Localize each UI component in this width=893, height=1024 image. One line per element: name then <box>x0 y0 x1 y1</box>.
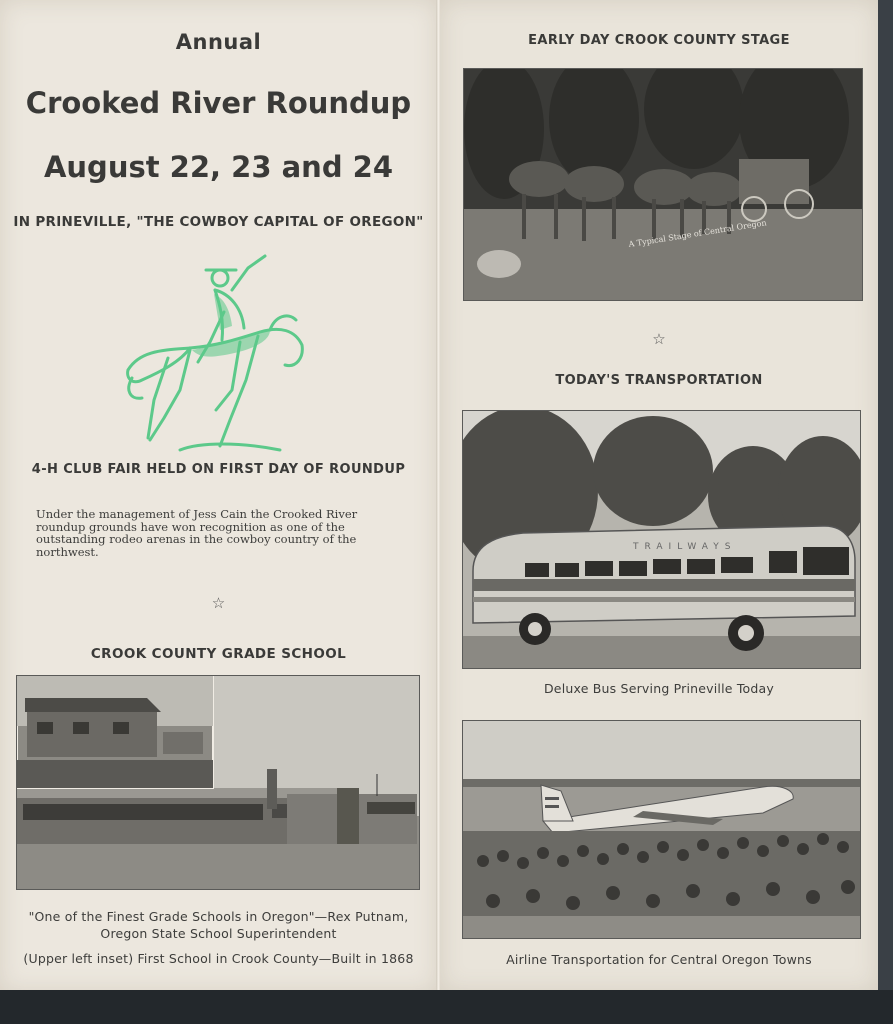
bus-photo <box>462 410 861 669</box>
grade-school-photo <box>16 675 420 890</box>
bronco-rider-icon <box>120 250 310 460</box>
background-edge-right <box>878 0 893 1024</box>
stagecoach-photo <box>463 68 863 301</box>
background-edge-bottom <box>0 990 893 1024</box>
school-heading: CROOK COUNTY GRADE SCHOOL <box>90 646 347 662</box>
airline-caption: Airline Transportation for Central Oregon Towns <box>506 952 812 967</box>
airline-photo <box>462 720 861 939</box>
bus-caption: Deluxe Bus Serving Prineville Today <box>543 681 774 696</box>
bus-lettering: TRAILWAYS <box>633 542 737 552</box>
school-caption-line2: Oregon State School Superintendent <box>100 926 337 941</box>
star-icon: ☆ <box>652 330 666 348</box>
left-panel <box>0 0 437 992</box>
school-caption <box>0 908 437 942</box>
annual-label: Annual <box>175 30 262 54</box>
fair-heading: 4-H CLUB FAIR HELD ON FIRST DAY OF ROUNDUP <box>31 462 406 477</box>
location-subtitle: IN PRINEVILLE, "THE COWBOY CAPITAL OF OREGON" <box>13 214 424 230</box>
transportation-heading: TODAY'S TRANSPORTATION <box>555 373 763 388</box>
school-caption-line1: "One of the Finest Grade Schools in Oregon"—Rex Putnam, <box>28 909 409 924</box>
inset-caption: (Upper left inset) First School in Crook County—Built in 1868 <box>23 951 414 966</box>
stage-photo-inscription: A Typical Stage of Central Oregon <box>627 218 768 249</box>
stage-heading: EARLY DAY CROOK COUNTY STAGE <box>528 33 790 48</box>
event-title: Crooked River Roundup <box>25 86 412 120</box>
roundup-paragraph: Under the management of Jess Cain the Crooked River roundup grounds have won recognition as one of the outstanding rodeo arenas in the cowboy country of the northwest. <box>36 507 358 559</box>
event-dates: August 22, 23 and 24 <box>43 150 394 184</box>
star-icon: ☆ <box>211 594 226 612</box>
right-panel <box>440 0 878 992</box>
